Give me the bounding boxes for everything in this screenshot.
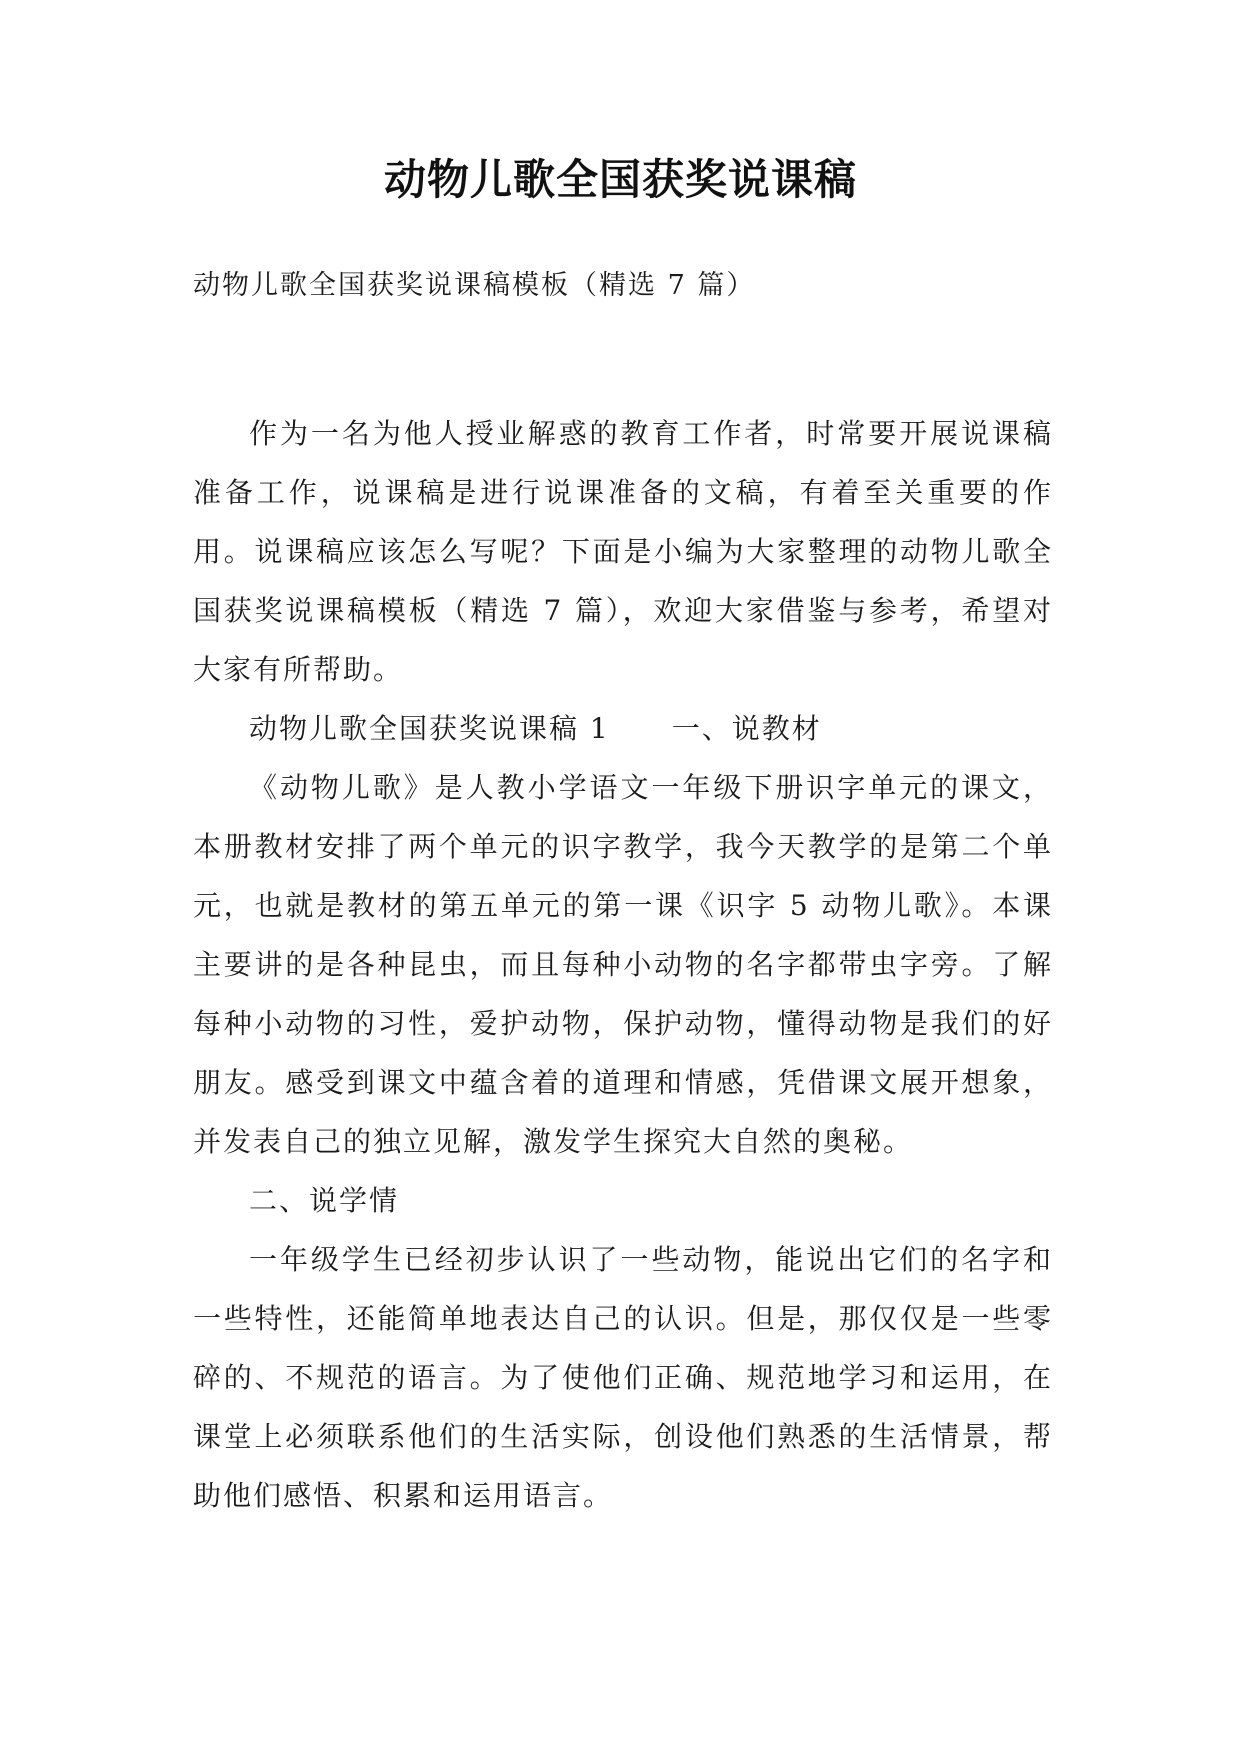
section2-paragraph: 一年级学生已经初步认识了一些动物，能说出它们的名字和一些特性，还能简单地表达自己的认识。但是，那仅仅是一些零碎的、不规范的语言。为了使他们正确、规范地学习和运用，在课堂上必须联系他们的生活实际，创设他们熟悉的生活情景，帮助他们感悟、积累和运用语言。 [193,1243,1053,1512]
section1-heading: 一、说教材 [671,712,822,745]
section2-heading: 二、说学情 [249,1184,400,1217]
section1-paragraph: 《动物儿歌》是人教小学语文一年级下册识字单元的课文，本册教材安排了两个单元的识字教学，我今天教学的是第二个单元，也就是教材的第五单元的第一课《识字 5 动物儿歌》。本课主要讲的是各种昆虫，而且每种小动物的名字都带虫字旁。了解每种小动物的习性，爱护动物，保护动物，懂得动物是我们的好朋友。感受到课文中蕴含着的道理和情感，凭借课文展开想象，并发表自己的独立见解，激发学生探究大自然的奥秘。 [193,771,1053,1158]
document-title: 动物儿歌全国获奖说课稿 [383,155,857,204]
document-body [193,404,1053,1525]
document-subtitle: 动物儿歌全国获奖说课稿模板（精选 7 篇） [193,270,756,301]
article-heading-line [193,699,1053,758]
intro-paragraph: 作为一名为他人授业解惑的教育工作者，时常要开展说课稿准备工作，说课稿是进行说课准备的文稿，有着至关重要的作用。说课稿应该怎么写呢？下面是小编为大家整理的动物儿歌全国获奖说课稿模板（精选 7 篇），欢迎大家借鉴与参考，希望对大家有所帮助。 [193,417,1053,686]
article-heading: 动物儿歌全国获奖说课稿 1 [249,712,610,745]
